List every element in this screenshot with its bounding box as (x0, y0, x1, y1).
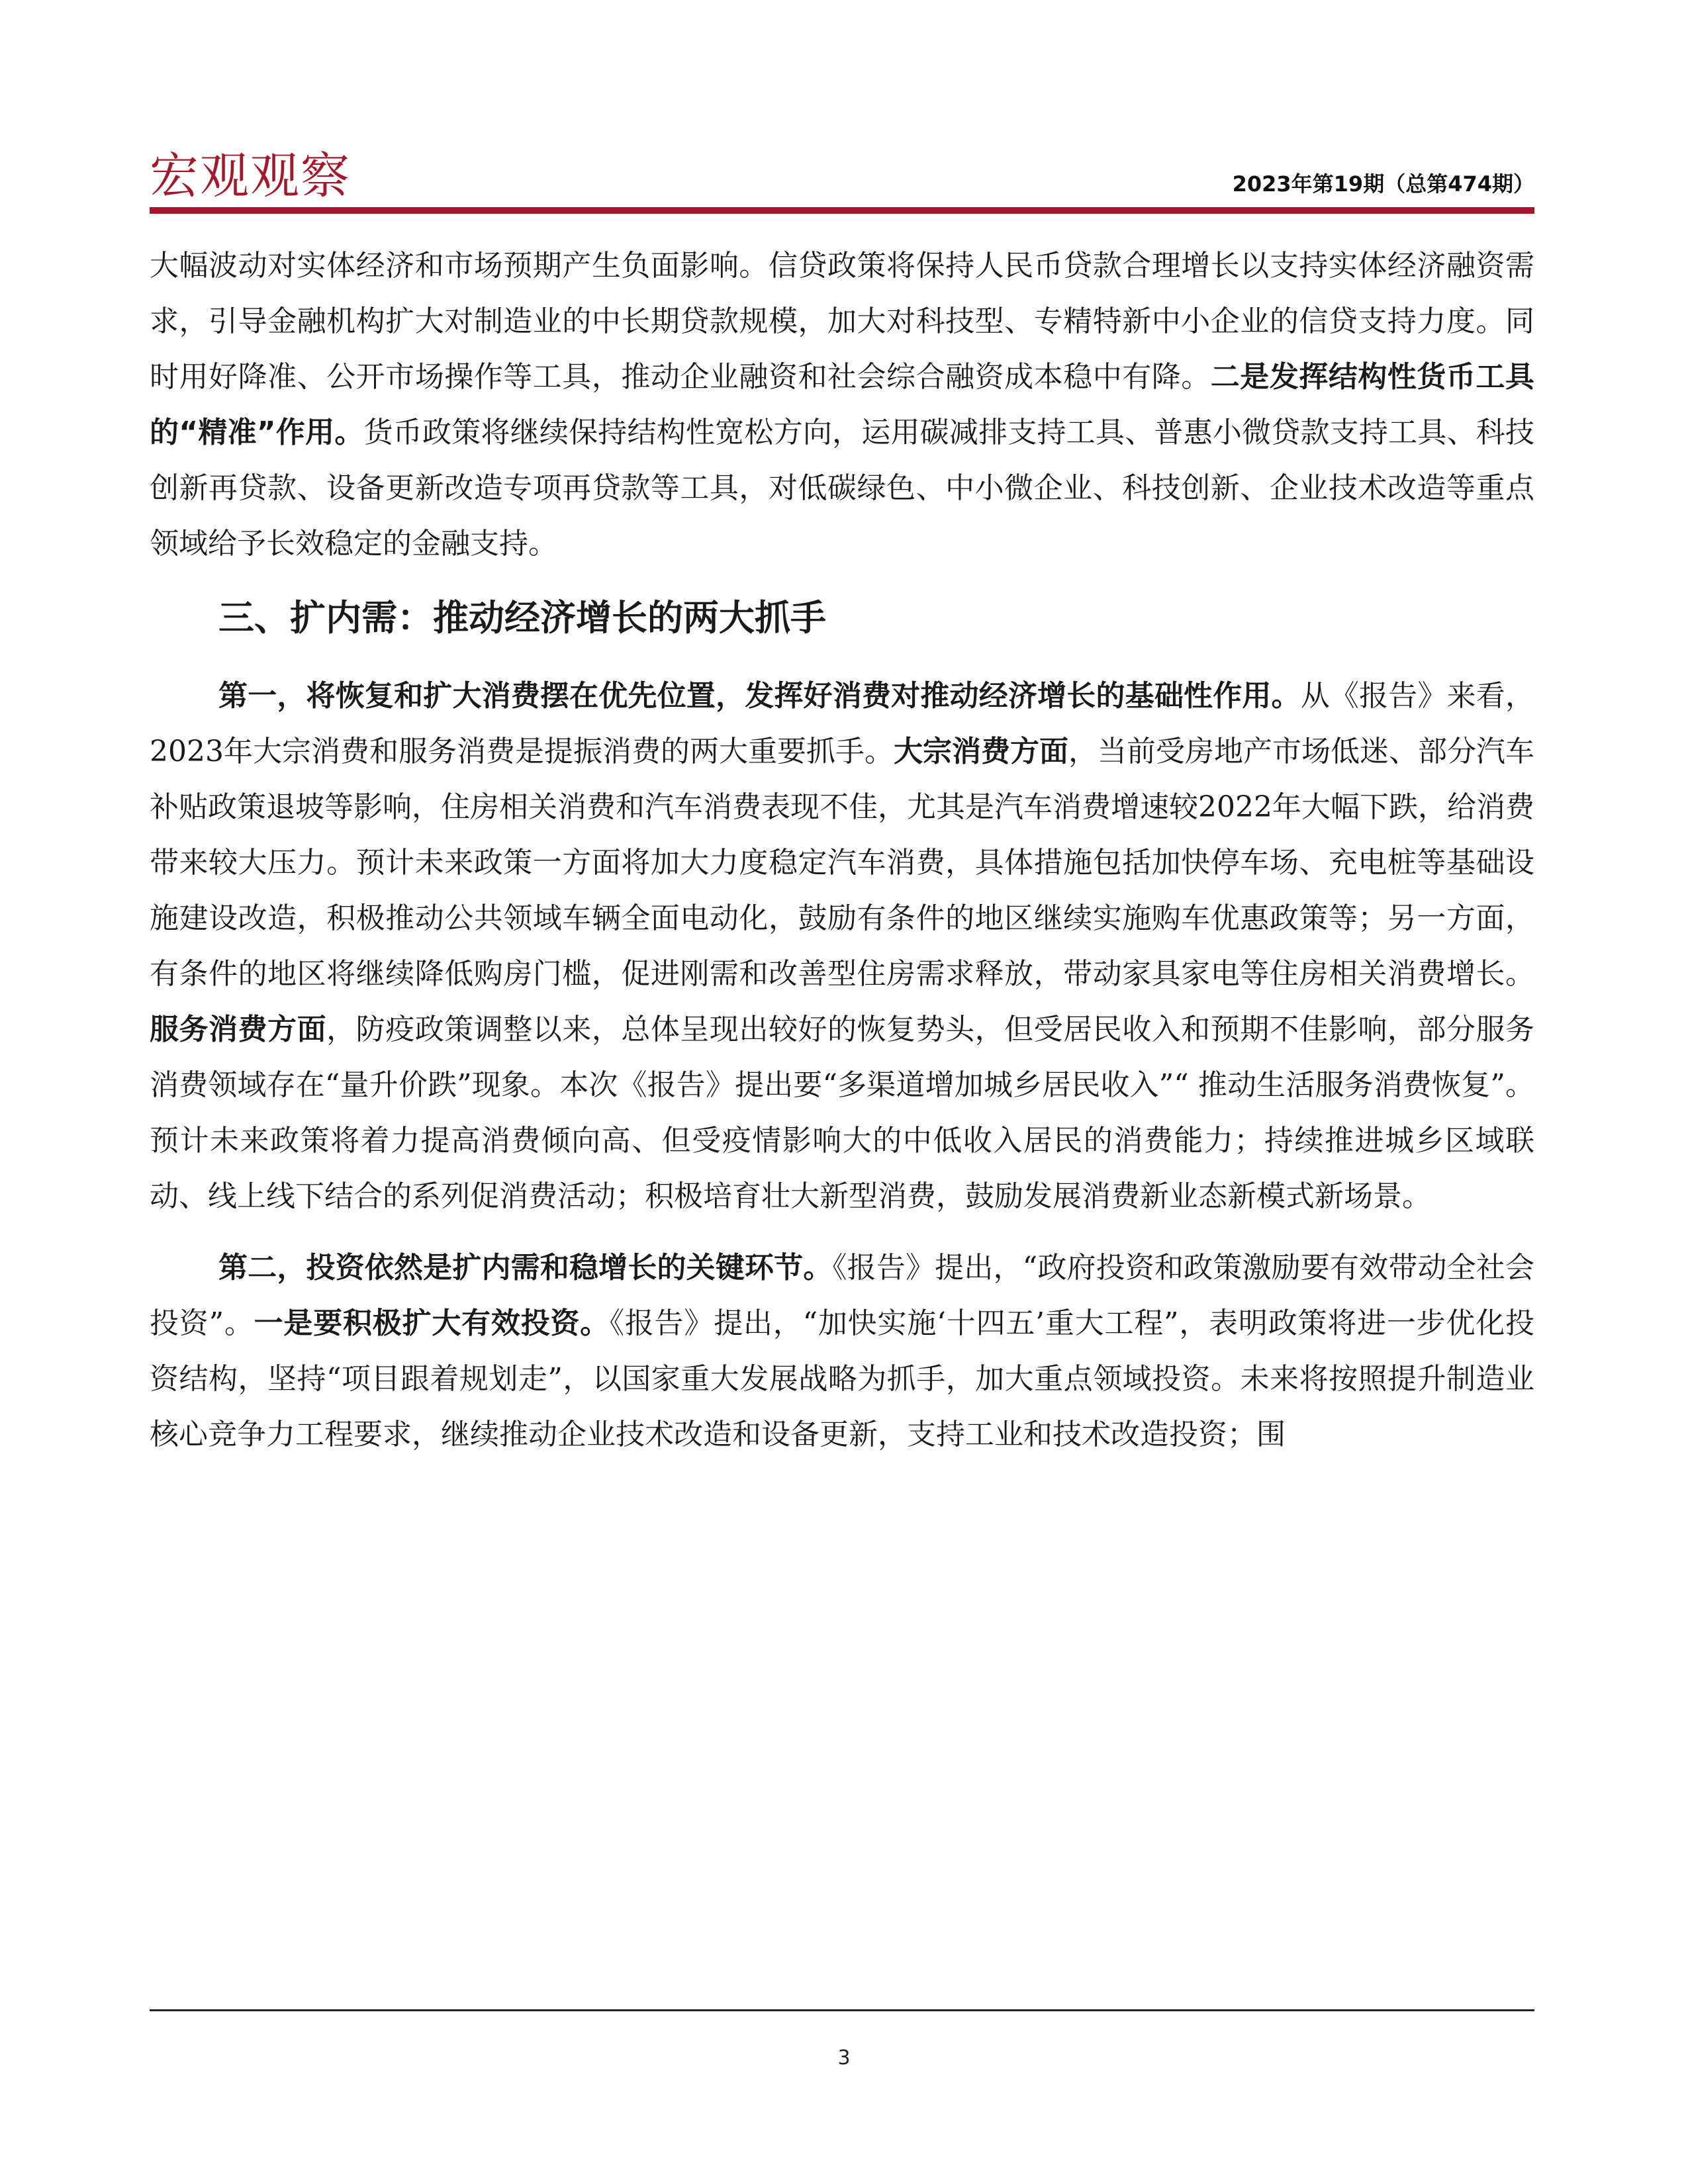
paragraph-text: 货币政策将继续保持结构性宽松方向，运用碳减排支持工具、普惠小微贷款支持工具、科技创新再贷款、设备更新改造专项再贷款等工具，对低碳绿色、中小微企业、科技创新、企业技术改造等重点领域给予长效稳定的金融支持。 (150, 416, 1535, 561)
section-heading: 三、扩内需：推动经济增长的两大抓手 (218, 597, 826, 639)
header-title: 宏观观察 (150, 148, 351, 205)
footer-divider (150, 2009, 1534, 2011)
paragraph-text: 大幅波动对实体经济和市场预期产生负面影响。信贷政策将保持人民币贷款合理增长以支持实体经济融资需求，引导金融机构扩大对制造业的中长期贷款规模，加大对科技型、专精特新中小企业的信贷支持力度。同时用好降准、公开市场操作等工具，推动企业融资和社会综合融资成本稳中有降。 (150, 249, 1534, 394)
paragraph-text: 《报告》提出，“加快实施‘十四五’重大工程”，表明政策将进一步优化投资结构，坚持“项目跟着规划走”，以国家重大发展战略为抓手，加大重点领域投资。未来将按照提升制造业核心竞争力工程要求，继续推动企业技术改造和设备更新，支持工业和技术改造投资；围 (150, 1306, 1534, 1451)
header-divider (150, 207, 1534, 214)
paragraph-credit-policy (150, 238, 1534, 572)
paragraph-bold-text: 服务消费方面 (150, 1013, 327, 1046)
header-issue: 2023年第19期（总第474期） (1232, 171, 1534, 197)
paragraph-text: 《报告》提出，“政府投资和政策激励要有效带动全社会投资”。 (150, 1251, 1534, 1340)
paragraph-bold-text: 大宗消费方面 (893, 735, 1068, 768)
paragraph-bold-text: 二是发挥结构性货币工具的“精准”作用。 (150, 360, 1534, 449)
paragraph-text: ，防疫政策调整以来，总体呈现出较好的恢复势头，但受居民收入和预期不佳影响，部分服务消费领域存在“量升价跌”现象。本次《报告》提出要“多渠道增加城乡居民收入”“ 推动生活服务消费恢复”。预计未来政策将着力提高消费倾向高、但受疫情影响大的中低收入居民的消费能力；持续推进城乡区域联动、线上线下结合的系列促消费活动；积极培育壮大新型消费，鼓励发展消费新业态新模式新场景。 (150, 1013, 1535, 1213)
paragraph-investment (150, 1240, 1534, 1463)
page-number: 3 (837, 2046, 851, 2070)
paragraph-bold-text: 一是要积极扩大有效投资。 (254, 1306, 610, 1340)
main-content (150, 238, 1534, 1463)
paragraph-text: ，当前受房地产市场低迷、部分汽车补贴政策退坡等影响，住房相关消费和汽车消费表现不佳，尤其是汽车消费增速较2022年大幅下跌，给消费带来较大压力。预计未来政策一方面将加大力度稳定汽车消费，具体措施包括加快停车场、充电桩等基础设施建设改造，积极推动公共领域车辆全面电动化，鼓励有条件的地区继续实施购车优惠政策等；另一方面，有条件的地区将继续降低购房门槛，促进刚需和改善型住房需求释放，带动家具家电等住房相关消费增长。 (150, 735, 1535, 991)
paragraph-bold-text: 第一，将恢复和扩大消费摆在优先位置，发挥好消费对推动经济增长的基础性作用。 (218, 679, 1301, 713)
paragraph-text: 从《报告》来看，2023年大宗消费和服务消费是提振消费的两大重要抓手。 (150, 679, 1535, 768)
paragraph-bold-text: 第二，投资依然是扩内需和稳增长的关键环节。 (218, 1251, 833, 1285)
paragraph-consumption (150, 668, 1534, 1224)
